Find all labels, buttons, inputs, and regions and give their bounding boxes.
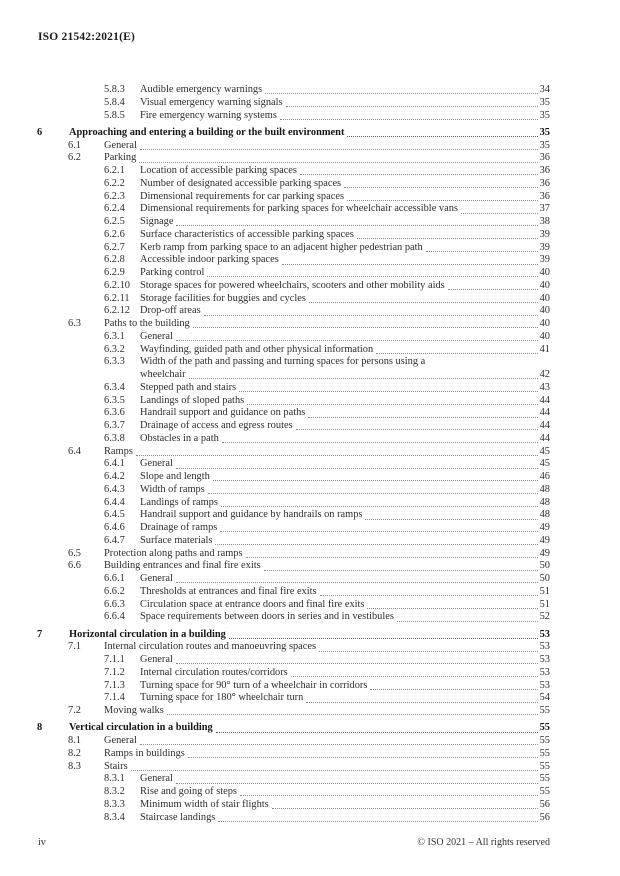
toc-entry-page: 52	[539, 611, 550, 623]
toc-entry-page: 34	[539, 84, 550, 95]
toc-entry	[37, 140, 550, 153]
toc-leader-dots	[347, 200, 538, 201]
toc-entry-page: 38	[539, 216, 550, 227]
toc-entry-page: 44	[539, 394, 550, 406]
toc-entry-page: 53	[539, 666, 550, 678]
toc-entry-title: Circulation space at entrance doors and final fire exits	[140, 598, 365, 610]
toc-entry-page: 55	[539, 786, 550, 797]
toc-entry	[37, 786, 550, 799]
toc-leader-dots	[426, 251, 538, 252]
toc-entry-title: Slope and length	[140, 471, 210, 482]
toc-entry-page: 36	[539, 190, 550, 202]
toc-entry-number: 6.2.12	[104, 305, 130, 317]
toc-entry	[37, 229, 550, 242]
toc-entry-number: 7.1.2	[104, 666, 125, 678]
toc-entry-number: 6.5	[68, 547, 81, 559]
toc-leader-dots	[448, 289, 538, 290]
toc-leader-dots	[176, 340, 538, 341]
toc-entry-number: 6.2.2	[104, 177, 125, 189]
toc-entry	[37, 705, 550, 718]
toc-leader-dots	[246, 557, 538, 558]
toc-leader-dots	[344, 187, 538, 188]
toc-entry	[37, 748, 550, 761]
toc-entry	[37, 318, 550, 331]
toc-entry	[37, 629, 550, 642]
toc-leader-dots	[139, 162, 537, 163]
toc-entry-number: 8.3	[68, 760, 81, 772]
toc-entry	[37, 97, 550, 110]
toc-entry-page: 46	[539, 471, 550, 482]
toc-entry-number: 6.4.6	[104, 522, 125, 533]
toc-entry-title: Space requirements between doors in series and in vestibules	[140, 611, 394, 623]
document-header: ISO 21542:2021(E)	[38, 31, 136, 43]
toc-entry-page: 41	[539, 343, 550, 355]
toc-entry-title: Parking	[104, 152, 137, 164]
toc-entry-number: 8.3.2	[104, 786, 125, 797]
toc-entry-page: 35	[539, 109, 550, 121]
toc-entry-title: Parking control	[140, 267, 205, 278]
toc-entry-number: 6.4.5	[104, 509, 125, 521]
toc-leader-dots	[176, 582, 538, 583]
toc-entry-title: Stepped path and stairs	[140, 381, 237, 393]
toc-entry-number: 6.4.1	[104, 458, 125, 470]
toc-entry-page: 48	[539, 496, 550, 508]
toc-entry	[37, 522, 550, 535]
toc-entry-number: 7.1.4	[104, 692, 125, 704]
toc-leader-dots	[189, 378, 538, 379]
toc-entry-title: Internal circulation routes/corridors	[140, 666, 288, 678]
toc-entry-number: 6.2.1	[104, 165, 125, 176]
toc-entry-number: 6.2.10	[104, 279, 130, 291]
toc-entry-number: 6.2.4	[104, 203, 125, 215]
toc-entry-page: 35	[539, 126, 550, 138]
toc-entry	[37, 484, 550, 497]
toc-leader-dots	[176, 468, 538, 469]
toc-entry-page: 49	[539, 534, 550, 546]
document-footer	[38, 837, 550, 848]
toc-entry-title: General	[140, 773, 173, 785]
toc-entry-page: 40	[539, 330, 550, 342]
toc-entry	[37, 586, 550, 599]
toc-entry	[37, 165, 550, 178]
toc-entry-page: 40	[539, 305, 550, 317]
toc-entry-number: 6.4.7	[104, 534, 125, 546]
toc-entry-number: 6	[37, 126, 43, 138]
toc-leader-dots	[265, 93, 537, 94]
toc-entry-title: Drainage of access and egress routes	[140, 420, 293, 431]
toc-entry-title: General	[104, 735, 137, 746]
toc-leader-dots	[397, 621, 538, 622]
toc-entry-page: 42	[539, 369, 550, 380]
toc-entry	[37, 420, 550, 433]
toc-entry	[37, 356, 550, 369]
toc-entry-number: 6.6.3	[104, 598, 125, 610]
toc-entry	[37, 573, 550, 586]
toc-entry	[37, 293, 550, 306]
toc-leader-dots	[461, 213, 538, 214]
toc-entry-title: Handrail support and guidance on paths	[140, 407, 306, 419]
toc-leader-dots	[282, 264, 538, 265]
toc-leader-dots	[176, 663, 538, 664]
toc-entry-number: 6.2.9	[104, 267, 125, 278]
toc-entry-number: 6.3.5	[104, 394, 125, 406]
toc-entry	[37, 203, 550, 216]
toc-entry	[37, 497, 550, 510]
toc-entry	[37, 680, 550, 693]
toc-leader-dots	[247, 404, 537, 405]
toc-entry	[37, 458, 550, 471]
toc-entry-number: 7	[37, 628, 43, 640]
toc-entry-page: 53	[539, 641, 550, 653]
toc-entry	[37, 331, 550, 344]
toc-list	[37, 84, 550, 824]
toc-entry	[37, 267, 550, 280]
toc-entry-title: Thresholds at entrances and final fire exits	[140, 585, 317, 597]
toc-leader-dots	[319, 651, 538, 652]
toc-entry-number: 6.3	[68, 318, 81, 329]
toc-entry-number: 6.3.7	[104, 420, 125, 431]
toc-entry-page: 50	[539, 560, 550, 572]
toc-entry-number: 7.1.3	[104, 679, 125, 691]
toc-entry	[37, 654, 550, 667]
toc-entry	[37, 395, 550, 408]
toc-entry-page: 43	[539, 381, 550, 393]
toc-leader-dots	[193, 327, 538, 328]
toc-entry	[37, 382, 550, 395]
toc-entry-page: 55	[539, 760, 550, 772]
toc-entry	[37, 599, 550, 612]
toc-leader-dots	[308, 417, 537, 418]
toc-entry-title: Moving walks	[104, 705, 164, 716]
toc-entry	[37, 761, 550, 774]
toc-entry	[37, 433, 550, 446]
toc-entry-title: General	[104, 139, 137, 151]
toc-entry-number: 6.2.7	[104, 241, 125, 253]
toc-entry-number: 6.6.2	[104, 585, 125, 597]
toc-entry-number: 6.3.4	[104, 381, 125, 393]
toc-entry-page: 36	[539, 165, 550, 176]
toc-entry	[37, 369, 550, 382]
footer-copyright: © ISO 2021 – All rights reserved	[417, 837, 550, 848]
toc-entry	[37, 84, 550, 97]
toc-entry-title: Paths to the building	[104, 318, 190, 329]
toc-leader-dots	[365, 519, 537, 520]
toc-entry-page: 49	[539, 522, 550, 533]
toc-entry	[37, 611, 550, 624]
toc-entry	[37, 773, 550, 786]
toc-leader-dots	[167, 714, 538, 715]
toc-leader-dots	[357, 238, 538, 239]
toc-entry-page: 53	[539, 679, 550, 691]
toc-entry-title: Accessible indoor parking spaces	[140, 254, 279, 266]
toc-entry-page: 45	[539, 458, 550, 470]
toc-entry-title: Internal circulation routes and manoeuvring spaces	[104, 641, 317, 653]
toc-entry-number: 6.4.3	[104, 483, 125, 495]
toc-entry-page: 39	[539, 241, 550, 253]
toc-entry-title: Visual emergency warning signals	[140, 96, 283, 108]
toc-entry-number: 8.1	[68, 735, 81, 746]
toc-entry	[37, 641, 550, 654]
toc-leader-dots	[229, 638, 538, 639]
toc-leader-dots	[220, 531, 537, 532]
toc-entry-page: 36	[539, 177, 550, 189]
toc-leader-dots	[286, 106, 538, 107]
toc-entry-title: Landings of ramps	[140, 496, 218, 508]
toc-leader-dots	[136, 455, 538, 456]
toc-leader-dots	[239, 391, 538, 392]
toc-entry-number: 7.1	[68, 641, 81, 653]
toc-entry	[37, 152, 550, 165]
footer-page-number: iv	[38, 837, 46, 848]
toc-entry-title: General	[140, 654, 173, 665]
toc-leader-dots	[320, 595, 538, 596]
toc-entry-number: 6.2	[68, 152, 81, 164]
toc-entry-page: 45	[539, 445, 550, 457]
toc-leader-dots	[264, 570, 538, 571]
toc-entry	[37, 548, 550, 561]
toc-entry-title: Width of the path and passing and turning spaces for persons using a	[140, 356, 426, 368]
toc-entry-title: Location of accessible parking spaces	[140, 165, 297, 176]
toc-entry-number: 6.3.1	[104, 330, 125, 342]
toc-leader-dots	[204, 315, 538, 316]
toc-entry-page: 39	[539, 254, 550, 266]
toc-entry	[37, 799, 550, 812]
toc-entry-number: 8.3.4	[104, 811, 125, 823]
toc-leader-dots	[367, 608, 537, 609]
toc-entry-number: 6.3.2	[104, 343, 125, 355]
toc-entry-title: General	[140, 330, 173, 342]
toc-entry-page: 55	[539, 773, 550, 785]
toc-entry-title: Minimum width of stair flights	[140, 798, 269, 810]
toc-entry-number: 6.6.4	[104, 611, 125, 623]
toc-entry	[37, 407, 550, 420]
toc-leader-dots	[140, 744, 538, 745]
toc-entry-title: Storage facilities for buggies and cycles	[140, 292, 306, 304]
toc-entry-title: Signage	[140, 216, 174, 227]
toc-entry-page: 36	[539, 152, 550, 164]
toc-entry-page: 40	[539, 318, 550, 329]
toc-entry-title: Audible emergency warnings	[140, 84, 263, 95]
toc-entry-title: General	[140, 458, 173, 470]
toc-leader-dots	[376, 353, 537, 354]
toc-entry-number: 6.1	[68, 139, 81, 151]
toc-entry	[37, 692, 550, 705]
toc-leader-dots	[188, 757, 538, 758]
toc-entry-title: Handrail support and guidance by handrails on ramps	[140, 509, 363, 521]
toc-entry-page: 44	[539, 407, 550, 419]
toc-entry-page: 48	[539, 509, 550, 521]
toc-leader-dots	[272, 808, 538, 809]
toc-entry	[37, 722, 550, 735]
toc-entry-title: Obstacles in a path	[140, 432, 219, 444]
toc-entry-title: Horizontal circulation in a building	[69, 628, 226, 640]
toc-entry	[37, 110, 550, 123]
toc-entry-page: 49	[539, 547, 550, 559]
toc-entry	[37, 216, 550, 229]
toc-entry-page: 56	[539, 811, 550, 823]
toc-entry-title: Surface characteristics of accessible parking spaces	[140, 228, 354, 240]
toc-entry-page: 55	[539, 722, 550, 734]
toc-entry-page: 55	[539, 747, 550, 759]
toc-entry-number: 8	[37, 722, 43, 734]
toc-entry	[37, 735, 550, 748]
toc-entry-title: Rise and going of steps	[140, 786, 237, 797]
toc-leader-dots	[300, 174, 538, 175]
toc-leader-dots	[280, 119, 538, 120]
toc-entry-number: 6.3.8	[104, 432, 125, 444]
toc-entry-title: Stairs	[104, 760, 128, 772]
toc-entry-title: Number of designated accessible parking spaces	[140, 177, 342, 189]
toc-entry	[37, 191, 550, 204]
toc-entry-number: 6.2.5	[104, 216, 125, 227]
toc-entry-page: 50	[539, 573, 550, 584]
toc-entry-title: Ramps	[104, 445, 133, 457]
toc-entry	[37, 280, 550, 293]
toc-entry-title: Ramps in buildings	[104, 747, 185, 759]
toc-entry	[37, 446, 550, 459]
toc-entry-title: Storage spaces for powered wheelchairs, scooters and other mobility aids	[140, 279, 445, 291]
toc-entry-number: 8.3.1	[104, 773, 125, 785]
toc-entry-page: 35	[539, 139, 550, 151]
toc-entry-page: 40	[539, 279, 550, 291]
toc-entry-page: 39	[539, 228, 550, 240]
toc-entry	[37, 254, 550, 267]
toc-leader-dots	[215, 544, 537, 545]
toc-entry-title: Turning space for 180° wheelchair turn	[140, 692, 304, 704]
toc-entry-number: 6.6.1	[104, 573, 125, 584]
toc-entry-title: Vertical circulation in a building	[69, 722, 213, 734]
toc-entry	[37, 344, 550, 357]
toc-leader-dots	[207, 276, 537, 277]
toc-leader-dots	[176, 225, 537, 226]
toc-entry-page: 53	[539, 628, 550, 640]
toc-entry	[37, 560, 550, 573]
toc-leader-dots	[222, 442, 538, 443]
toc-entry-number: 6.3.6	[104, 407, 125, 419]
toc-leader-dots	[296, 429, 538, 430]
toc-entry	[37, 471, 550, 484]
toc-leader-dots	[208, 493, 538, 494]
toc-entry-page: 40	[539, 292, 550, 304]
toc-entry-title: Protection along paths and ramps	[104, 547, 243, 559]
toc-entry-page: 55	[539, 735, 550, 746]
toc-entry-title: Turning space for 90° turn of a wheelchair in corridors	[140, 679, 368, 691]
toc-entry-number: 5.8.4	[104, 96, 125, 108]
toc-entry-title: Drop-off areas	[140, 305, 201, 317]
toc-entry-title: Wayfinding, guided path and other physical information	[140, 343, 374, 355]
toc-entry-number: 6.6	[68, 560, 81, 572]
toc-leader-dots	[140, 149, 538, 150]
toc-entry-title: Building entrances and final fire exits	[104, 560, 261, 572]
toc-entry-number: 5.8.3	[104, 84, 125, 95]
toc-entry	[37, 242, 550, 255]
toc-entry-title: Kerb ramp from parking space to an adjacent higher pedestrian path	[140, 241, 423, 253]
toc-entry-page: 54	[539, 692, 550, 704]
toc-entry-number: 6.3.3	[104, 356, 125, 368]
toc-entry-page: 56	[539, 798, 550, 810]
toc-entry-title: General	[140, 573, 173, 584]
toc-leader-dots	[291, 676, 538, 677]
toc-entry-number: 6.4.2	[104, 471, 125, 482]
toc-leader-dots	[131, 770, 538, 771]
toc-leader-dots	[213, 480, 538, 481]
toc-entry	[37, 535, 550, 548]
toc-leader-dots	[306, 702, 537, 703]
toc-entry-page: 40	[539, 267, 550, 278]
toc-entry-page: 37	[539, 203, 550, 215]
toc-entry-title: Width of ramps	[140, 483, 205, 495]
toc-entry-number: 6.2.6	[104, 228, 125, 240]
toc-entry-number: 6.4.4	[104, 496, 125, 508]
toc-entry-page: 44	[539, 420, 550, 431]
toc-leader-dots	[221, 506, 538, 507]
toc-entry-number: 6.2.11	[104, 292, 130, 304]
toc-entry-number: 6.2.8	[104, 254, 125, 266]
toc-entry-page: 35	[539, 96, 550, 108]
toc-entry	[37, 667, 550, 680]
toc-leader-dots	[218, 821, 537, 822]
toc-entry	[37, 127, 550, 140]
toc-entry-number: 5.8.5	[104, 109, 125, 121]
toc-leader-dots	[370, 689, 537, 690]
toc-entry-page: 51	[539, 585, 550, 597]
toc-entry-title: Dimensional requirements for car parking spaces	[140, 190, 344, 202]
toc-entry-number: 6.2.3	[104, 190, 125, 202]
toc-entry-title: Fire emergency warning systems	[140, 109, 277, 121]
toc-entry-number: 7.2	[68, 705, 81, 716]
toc-entry-number: 7.1.1	[104, 654, 125, 665]
toc-entry-title: Landings of sloped paths	[140, 394, 245, 406]
toc-entry-title: Surface materials	[140, 534, 213, 546]
toc-entry-title: Dimensional requirements for parking spaces for wheelchair accessible vans	[140, 203, 458, 215]
toc-entry-title: Staircase landings	[140, 811, 216, 823]
toc-entry	[37, 509, 550, 522]
toc-entry-number: 8.3.3	[104, 798, 125, 810]
toc-entry-number: 8.2	[68, 747, 81, 759]
toc-entry-page: 51	[539, 598, 550, 610]
toc-leader-dots	[216, 732, 538, 733]
toc-entry-title: Drainage of ramps	[140, 522, 218, 533]
toc-leader-dots	[309, 302, 538, 303]
toc-entry	[37, 305, 550, 318]
toc-entry	[37, 812, 550, 825]
toc-entry	[37, 178, 550, 191]
toc-entry-title: wheelchair	[140, 369, 186, 380]
toc-entry-page: 53	[539, 654, 550, 665]
toc-leader-dots	[176, 783, 538, 784]
toc-entry-page: 55	[539, 705, 550, 716]
toc-entry-page: 48	[539, 483, 550, 495]
toc-entry-number: 6.4	[68, 445, 81, 457]
toc-entry-page: 44	[539, 432, 550, 444]
toc-leader-dots	[347, 136, 537, 137]
toc-entry-title: Approaching and entering a building or the built environment	[69, 126, 345, 138]
toc-leader-dots	[240, 795, 538, 796]
